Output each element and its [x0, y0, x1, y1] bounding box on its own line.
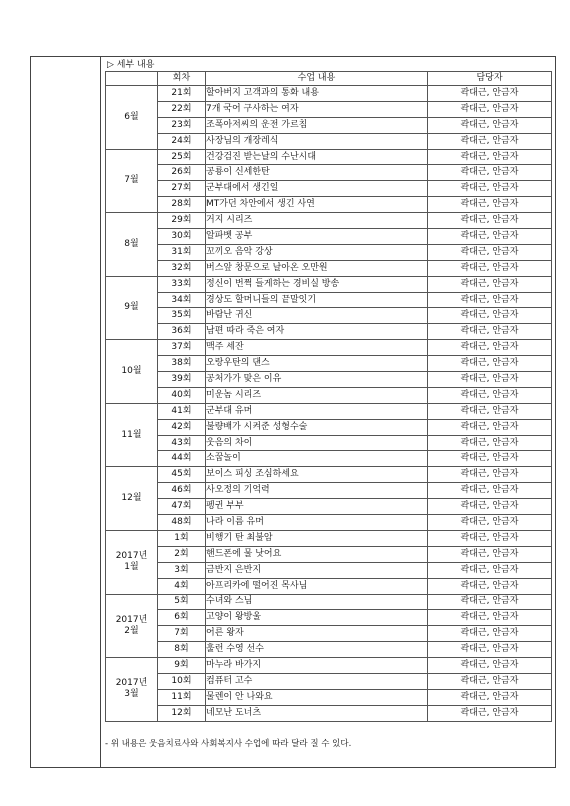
teacher-cell: 곽대근, 안금자 — [428, 499, 552, 515]
topic-cell: 7개 국어 구사하는 여자 — [206, 101, 428, 117]
topic-cell: 핸드폰에 물 낫어요 — [206, 546, 428, 562]
header-episode: 회차 — [158, 72, 206, 86]
topic-cell: 군부대에서 생긴일 — [206, 181, 428, 197]
topic-cell: 금반지 은반지 — [206, 562, 428, 578]
table-row — [106, 403, 552, 419]
episode-cell: 4회 — [158, 578, 206, 594]
teacher-cell: 곽대근, 안금자 — [428, 356, 552, 372]
teacher-cell: 곽대근, 안금자 — [428, 658, 552, 674]
schedule-table — [105, 71, 552, 722]
teacher-cell: 곽대근, 안금자 — [428, 467, 552, 483]
episode-cell: 29회 — [158, 213, 206, 229]
topic-cell: 알파벳 공부 — [206, 229, 428, 245]
table-row — [106, 546, 552, 562]
table-row — [106, 308, 552, 324]
topic-cell: 건강검진 받는날의 수난시대 — [206, 149, 428, 165]
teacher-cell: 곽대근, 안금자 — [428, 642, 552, 658]
teacher-cell: 곽대근, 안금자 — [428, 149, 552, 165]
teacher-cell: 곽대근, 안금자 — [428, 340, 552, 356]
topic-cell: 고양이 왕방울 — [206, 610, 428, 626]
header-month — [106, 72, 158, 86]
topic-cell: 펭귄 부부 — [206, 499, 428, 515]
episode-cell: 3회 — [158, 562, 206, 578]
topic-cell: 사오정의 기억력 — [206, 483, 428, 499]
topic-cell: 공처가가 맞은 이유 — [206, 372, 428, 388]
teacher-cell: 곽대근, 안금자 — [428, 197, 552, 213]
topic-cell: 비행기 탄 최불암 — [206, 530, 428, 546]
topic-cell: 물렌이 안 나와요 — [206, 689, 428, 705]
table-row — [106, 372, 552, 388]
month-label: 8월 — [124, 238, 139, 249]
table-row — [106, 610, 552, 626]
month-label: 6월 — [124, 111, 139, 122]
teacher-cell: 곽대근, 안금자 — [428, 372, 552, 388]
table-row — [106, 324, 552, 340]
table-row — [106, 181, 552, 197]
topic-cell: 맥주 세잔 — [206, 340, 428, 356]
episode-cell: 46회 — [158, 483, 206, 499]
episode-cell: 47회 — [158, 499, 206, 515]
episode-cell: 33회 — [158, 276, 206, 292]
episode-cell: 12회 — [158, 705, 206, 721]
episode-cell: 34회 — [158, 292, 206, 308]
table-row — [106, 530, 552, 546]
table-row — [106, 197, 552, 213]
teacher-cell: 곽대근, 안금자 — [428, 562, 552, 578]
episode-cell: 36회 — [158, 324, 206, 340]
topic-cell: 오랑우탄의 댄스 — [206, 356, 428, 372]
month-cell — [106, 467, 158, 531]
topic-cell: 바람난 귀신 — [206, 308, 428, 324]
episode-cell: 42회 — [158, 419, 206, 435]
teacher-cell: 곽대근, 안금자 — [428, 260, 552, 276]
footnote: - 위 내용은 웃음치료사와 사회복지사 수업에 따라 달라 질 수 있다. — [105, 739, 352, 749]
table-row — [106, 117, 552, 133]
episode-cell: 24회 — [158, 133, 206, 149]
topic-cell: 수녀와 스님 — [206, 594, 428, 610]
table-row — [106, 515, 552, 531]
episode-cell: 35회 — [158, 308, 206, 324]
table-row — [106, 451, 552, 467]
teacher-cell: 곽대근, 안금자 — [428, 324, 552, 340]
episode-cell: 28회 — [158, 197, 206, 213]
table-row — [106, 419, 552, 435]
topic-cell: 거지 시리즈 — [206, 213, 428, 229]
episode-cell: 21회 — [158, 86, 206, 102]
episode-cell: 39회 — [158, 372, 206, 388]
month-cell — [106, 149, 158, 213]
month-cell — [106, 530, 158, 594]
episode-cell: 38회 — [158, 356, 206, 372]
topic-cell: MT가던 차안에서 생긴 사연 — [206, 197, 428, 213]
episode-cell: 48회 — [158, 515, 206, 531]
topic-cell: 할아버지 고객과의 통화 내용 — [206, 86, 428, 102]
table-row — [106, 276, 552, 292]
month-cell — [106, 276, 158, 340]
teacher-cell: 곽대근, 안금자 — [428, 578, 552, 594]
episode-cell: 5회 — [158, 594, 206, 610]
topic-cell: 사장님의 개장레식 — [206, 133, 428, 149]
table-row — [106, 435, 552, 451]
table-row — [106, 658, 552, 674]
month-label: 9월 — [124, 302, 139, 313]
month-cell — [106, 86, 158, 150]
teacher-cell: 곽대근, 안금자 — [428, 229, 552, 245]
month-label: 3월 — [124, 689, 139, 700]
episode-cell: 11회 — [158, 689, 206, 705]
episode-cell: 30회 — [158, 229, 206, 245]
teacher-cell: 곽대근, 안금자 — [428, 483, 552, 499]
teacher-cell: 곽대근, 안금자 — [428, 689, 552, 705]
month-label: 2월 — [124, 625, 139, 636]
table-row — [106, 626, 552, 642]
teacher-cell: 곽대근, 안금자 — [428, 403, 552, 419]
table-row — [106, 101, 552, 117]
episode-cell: 37회 — [158, 340, 206, 356]
topic-cell: 아프리카에 떨어진 목사님 — [206, 578, 428, 594]
document-frame — [30, 56, 556, 768]
left-label-column — [31, 57, 101, 767]
month-cell — [106, 594, 158, 658]
topic-cell: 소꿉놀이 — [206, 451, 428, 467]
table-row — [106, 340, 552, 356]
episode-cell: 26회 — [158, 165, 206, 181]
teacher-cell: 곽대근, 안금자 — [428, 117, 552, 133]
episode-cell: 40회 — [158, 387, 206, 403]
episode-cell: 25회 — [158, 149, 206, 165]
episode-cell: 9회 — [158, 658, 206, 674]
topic-cell: 나라 이름 유머 — [206, 515, 428, 531]
topic-cell: 꼬끼오 음악 강상 — [206, 244, 428, 260]
table-row — [106, 483, 552, 499]
episode-cell: 7회 — [158, 626, 206, 642]
topic-cell: 보이스 피싱 조심하세요 — [206, 467, 428, 483]
table-row — [106, 86, 552, 102]
episode-cell: 2회 — [158, 546, 206, 562]
episode-cell: 44회 — [158, 451, 206, 467]
teacher-cell: 곽대근, 안금자 — [428, 213, 552, 229]
table-row — [106, 260, 552, 276]
topic-cell: 웃음의 차이 — [206, 435, 428, 451]
table-row — [106, 578, 552, 594]
episode-cell: 8회 — [158, 642, 206, 658]
topic-cell: 네모난 도너츠 — [206, 705, 428, 721]
teacher-cell: 곽대근, 안금자 — [428, 133, 552, 149]
topic-cell: 버스앞 창문으로 날아온 오만원 — [206, 260, 428, 276]
table-row — [106, 356, 552, 372]
content-column — [101, 57, 555, 767]
episode-cell: 6회 — [158, 610, 206, 626]
month-label: 12월 — [121, 493, 142, 504]
teacher-cell: 곽대근, 안금자 — [428, 515, 552, 531]
teacher-cell: 곽대근, 안금자 — [428, 673, 552, 689]
month-label: 2017년 — [115, 551, 148, 562]
teacher-cell: 곽대근, 안금자 — [428, 308, 552, 324]
teacher-cell: 곽대근, 안금자 — [428, 276, 552, 292]
month-label: 7월 — [124, 175, 139, 186]
teacher-cell: 곽대근, 안금자 — [428, 86, 552, 102]
teacher-cell: 곽대근, 안금자 — [428, 530, 552, 546]
schedule-body — [106, 86, 552, 722]
teacher-cell: 곽대근, 안금자 — [428, 244, 552, 260]
table-row — [106, 594, 552, 610]
teacher-cell: 곽대근, 안금자 — [428, 451, 552, 467]
episode-cell: 43회 — [158, 435, 206, 451]
teacher-cell: 곽대근, 안금자 — [428, 435, 552, 451]
teacher-cell: 곽대근, 안금자 — [428, 165, 552, 181]
month-label: 10월 — [121, 366, 142, 377]
topic-cell: 미운놈 시리즈 — [206, 387, 428, 403]
topic-cell: 마누라 바가지 — [206, 658, 428, 674]
month-label: 11월 — [121, 429, 142, 440]
teacher-cell: 곽대근, 안금자 — [428, 419, 552, 435]
teacher-cell: 곽대근, 안금자 — [428, 594, 552, 610]
table-row — [106, 149, 552, 165]
table-header-row — [106, 72, 552, 86]
episode-cell: 23회 — [158, 117, 206, 133]
header-teacher: 담당자 — [428, 72, 552, 86]
table-row — [106, 244, 552, 260]
episode-cell: 45회 — [158, 467, 206, 483]
table-row — [106, 213, 552, 229]
episode-cell: 32회 — [158, 260, 206, 276]
topic-cell: 훌런 수영 선수 — [206, 642, 428, 658]
month-label: 2017년 — [115, 614, 148, 625]
topic-cell: 군부대 유머 — [206, 403, 428, 419]
teacher-cell: 곽대근, 안금자 — [428, 292, 552, 308]
teacher-cell: 곽대근, 안금자 — [428, 626, 552, 642]
table-row — [106, 705, 552, 721]
table-row — [106, 467, 552, 483]
topic-cell: 조폭아저씨의 운전 가르침 — [206, 117, 428, 133]
table-row — [106, 689, 552, 705]
month-cell — [106, 213, 158, 277]
table-row — [106, 229, 552, 245]
episode-cell: 31회 — [158, 244, 206, 260]
topic-cell: 정신이 번쩍 들게하는 경비실 방송 — [206, 276, 428, 292]
table-row — [106, 499, 552, 515]
episode-cell: 22회 — [158, 101, 206, 117]
month-cell — [106, 340, 158, 404]
month-cell — [106, 403, 158, 467]
topic-cell: 공룡이 신세한탄 — [206, 165, 428, 181]
episode-cell: 27회 — [158, 181, 206, 197]
teacher-cell: 곽대근, 안금자 — [428, 705, 552, 721]
header-topic: 수업 내용 — [206, 72, 428, 86]
topic-cell: 남편 따라 죽은 여자 — [206, 324, 428, 340]
section-title: ▷ 세부 내용 — [107, 60, 155, 70]
topic-cell: 경상도 할머니들의 끝말잇기 — [206, 292, 428, 308]
topic-cell: 컴퓨터 고수 — [206, 673, 428, 689]
table-row — [106, 673, 552, 689]
table-row — [106, 562, 552, 578]
table-row — [106, 133, 552, 149]
teacher-cell: 곽대근, 안금자 — [428, 181, 552, 197]
table-row — [106, 642, 552, 658]
teacher-cell: 곽대근, 안금자 — [428, 546, 552, 562]
month-label: 2017년 — [115, 678, 148, 689]
topic-cell: 어른 왕자 — [206, 626, 428, 642]
table-row — [106, 165, 552, 181]
teacher-cell: 곽대근, 안금자 — [428, 387, 552, 403]
topic-cell: 불량배가 시켜준 성형수술 — [206, 419, 428, 435]
episode-cell: 1회 — [158, 530, 206, 546]
episode-cell: 10회 — [158, 673, 206, 689]
table-row — [106, 387, 552, 403]
episode-cell: 41회 — [158, 403, 206, 419]
teacher-cell: 곽대근, 안금자 — [428, 610, 552, 626]
table-row — [106, 292, 552, 308]
teacher-cell: 곽대근, 안금자 — [428, 101, 552, 117]
month-cell — [106, 658, 158, 722]
month-label: 1월 — [124, 562, 139, 573]
